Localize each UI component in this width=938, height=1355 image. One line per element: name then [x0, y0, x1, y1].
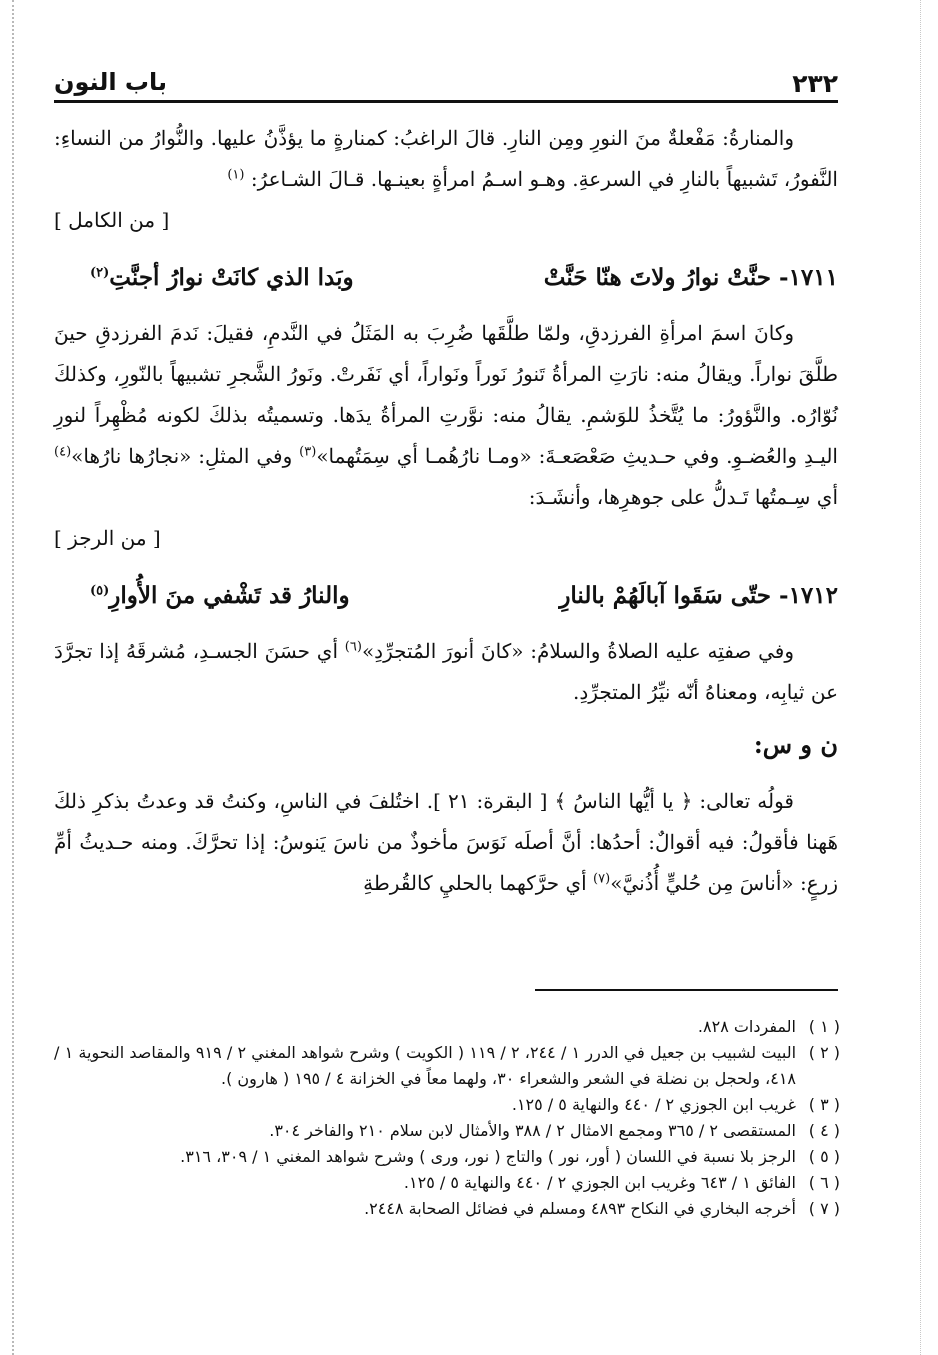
paragraph-text: أي سِـمتُها تَـدلُّ على جوهرِها، وأنشَـدَ:: [528, 485, 838, 509]
footnote-text: الرجز بلا نسبة في اللسان ( أور، نور ) والتاج ( نور، ورى ) وشرح شواهد المغني ١ / ٣٠٩، ٣١٦.: [180, 1147, 796, 1166]
page-number: ٢٣٢: [792, 69, 838, 98]
hemistich-text: حنَّتْ نوارُ ولاتَ هنّا حَنَّتْ: [543, 264, 772, 291]
footnote: [54, 1040, 840, 1092]
footnote-number: ( ٢ ): [808, 1043, 840, 1062]
footnote-number: ( ٧ ): [808, 1199, 840, 1218]
footnote-text: أخرجه البخاري في النكاح ٤٨٩٣ ومسلم في فضائل الصحابة ٢٤٤٨.: [364, 1199, 796, 1218]
running-header: [54, 60, 838, 103]
footnote-text: غريب ابن الجوزي ٢ / ٤٤٠ والنهاية ٥ / ١٢٥.: [511, 1095, 796, 1114]
footnote-ref: (٤): [54, 444, 72, 460]
verse-hemistich-2: [90, 567, 350, 625]
footnote-separator: [535, 989, 838, 991]
footnote: [54, 1144, 840, 1170]
binding-dotted-line: [920, 0, 921, 1355]
paragraph-text: أي حسَنَ الجسـدِ، مُشرقَهُ إذا تجرَّدَ عن ثيابِه، ومعناهُ أنّه نيِّرُ المتجرِّدِ.: [54, 639, 838, 704]
main-text: [54, 118, 838, 904]
footnote-ref: (٣): [299, 444, 317, 460]
footnote-ref: (٦): [344, 639, 362, 655]
paragraph-text: قولُه تعالى: ﴿ يا أيُّها الناسُ ﴾ [ البقرة: ٢١ ]. اختُلفَ في الناسِ، وكنتُ قد وعدتُ بذكرِ ذلكَ هَهنا فأقولُ: فيه أقوالٌ: أحدُها: أنَّ أصلَه نَوَسَ مأخوذٌ من ناسَ يَنوسُ: إذا تحرَّكَ. ومنه حـديثُ أمِّ زرعٍ: «أناسَ مِن حُليٍّ أُذُنيَّ»: [54, 789, 838, 895]
paragraph-text: وفي صفتِه عليه الصلاةُ والسلامُ: «كانَ أنورَ المُتجرِّدِ»: [361, 639, 794, 663]
binding-dotted-line: [12, 0, 14, 1355]
paragraph-text: أي حرَّكهما بالحليِ كالقُرطةِ: [363, 871, 594, 895]
footnote-text: الفائق ١ / ٦٤٣ وغريب ابن الجوزي ٢ / ٤٤٠ والنهاية ٥ / ١٢٥.: [403, 1173, 796, 1192]
footnote-number: ( ١ ): [808, 1017, 840, 1036]
meter-label: [ من الرجز ]: [54, 526, 161, 550]
paragraph: [54, 781, 838, 904]
verse-hemistich-1: [544, 249, 838, 307]
meter-label: [ من الكامل ]: [54, 208, 170, 232]
chapter-title: باب النون: [54, 68, 168, 96]
verse-hemistich-1: [559, 567, 838, 625]
verse-hemistich-2: [90, 249, 354, 307]
footnotes: [54, 1014, 840, 1222]
verse-line: [54, 241, 838, 313]
paragraph-text: وفي المثلِ: «نجارُها نارُها»: [71, 444, 300, 468]
hemistich-text: وبَدا الذي كانَتْ نوارُ أجنَّتِ: [109, 264, 354, 291]
hemistich-text: حتّى سَقَوا آبالَهُمْ بالنارِ: [559, 582, 772, 609]
footnote-ref: (٥): [90, 583, 110, 599]
verse-line: [54, 559, 838, 631]
verse-number: ١٧١٢-: [779, 582, 838, 609]
footnote-text: المستقصى ٢ / ٣٦٥ ومجمع الامثال ٢ / ٣٨٨ والأمثال لابن سلام ٢١٠ والفاخر ٣٠٤.: [269, 1121, 796, 1140]
footnote-number: ( ٣ ): [808, 1095, 840, 1114]
paragraph: [54, 118, 838, 200]
footnote: [54, 1170, 840, 1196]
footnote-number: ( ٤ ): [808, 1121, 840, 1140]
footnote-ref: (١): [227, 167, 245, 183]
footnote: [54, 1196, 840, 1222]
footnote-text: البيت لشبيب بن جعيل في الدرر ١ / ٢٤٤، ٢ / ١١٩ ( الكويت ) وشرح شواهد المغني ٢ / ٩١٩ والمقاصد النحوية ١ / ٤١٨، ولحجل بن نضلة في الشعر والشعراء ٣٠، ولهما معاً في الخزانة ٤ / ١٩٥ ( هارون ).: [54, 1043, 797, 1088]
footnote-ref: (٧): [593, 871, 611, 887]
footnote: [54, 1014, 840, 1040]
footnote-text: المفردات ٨٢٨.: [697, 1017, 796, 1036]
section-heading: ن و س:: [753, 730, 838, 759]
footnote-ref: (٢): [90, 265, 110, 281]
footnote-number: ( ٦ ): [808, 1173, 840, 1192]
paragraph-text: وكانَ اسمَ امرأةِ الفرزدقِ، ولمّا طلَّقَها ضُرِبَ به المَثَلُ في النَّدمِ، فقيلَ: نَدمَ الفرزدقِ حينَ طلَّقَ نواراً. ويقالُ منه: نارَتِ المرأةُ تَنورُ نَوراً ونَواراً، أي نَفَرتْ. ونَورُ الشَّجرِ تشبيهاً بالنّورِ، وكذلكَ نُوّارُه. والنَّؤورُ: ما يُتَّخذُ للوَشمِ. يقالُ منه: نوَّرتِ المرأةُ يدَها. وتسميتُه بذلكَ لكونه مُظْهِراً لنورِ اليـدِ والعُضـوِ. وفي حـديثِ صَعْصَعـةَ: «ومـا نارُهُمـا أي سِمَتُهما»: [54, 321, 838, 468]
footnote: [54, 1092, 840, 1118]
verse-number: ١٧١١-: [779, 264, 838, 291]
paragraph-text: والمنارةُ: مَفْعلةٌ منَ النورِ ومِن النارِ. قالَ الراغبُ: كمنارةٍ ما يؤذَّنُ عليها. والنُّوارُ من النساءِ: النَّفورُ، تَشبيهاً بالنارِ في السرعةِ. وهـو اسـمُ امرأةٍ بعينـها. قـالَ الشـاعرُ:: [54, 126, 838, 191]
paragraph: [54, 631, 838, 713]
footnote: [54, 1118, 840, 1144]
paragraph: [54, 313, 838, 518]
footnote-number: ( ٥ ): [808, 1147, 840, 1166]
hemistich-text: والنارُ قد تَشْفي منَ الأُوارِ: [109, 582, 350, 609]
